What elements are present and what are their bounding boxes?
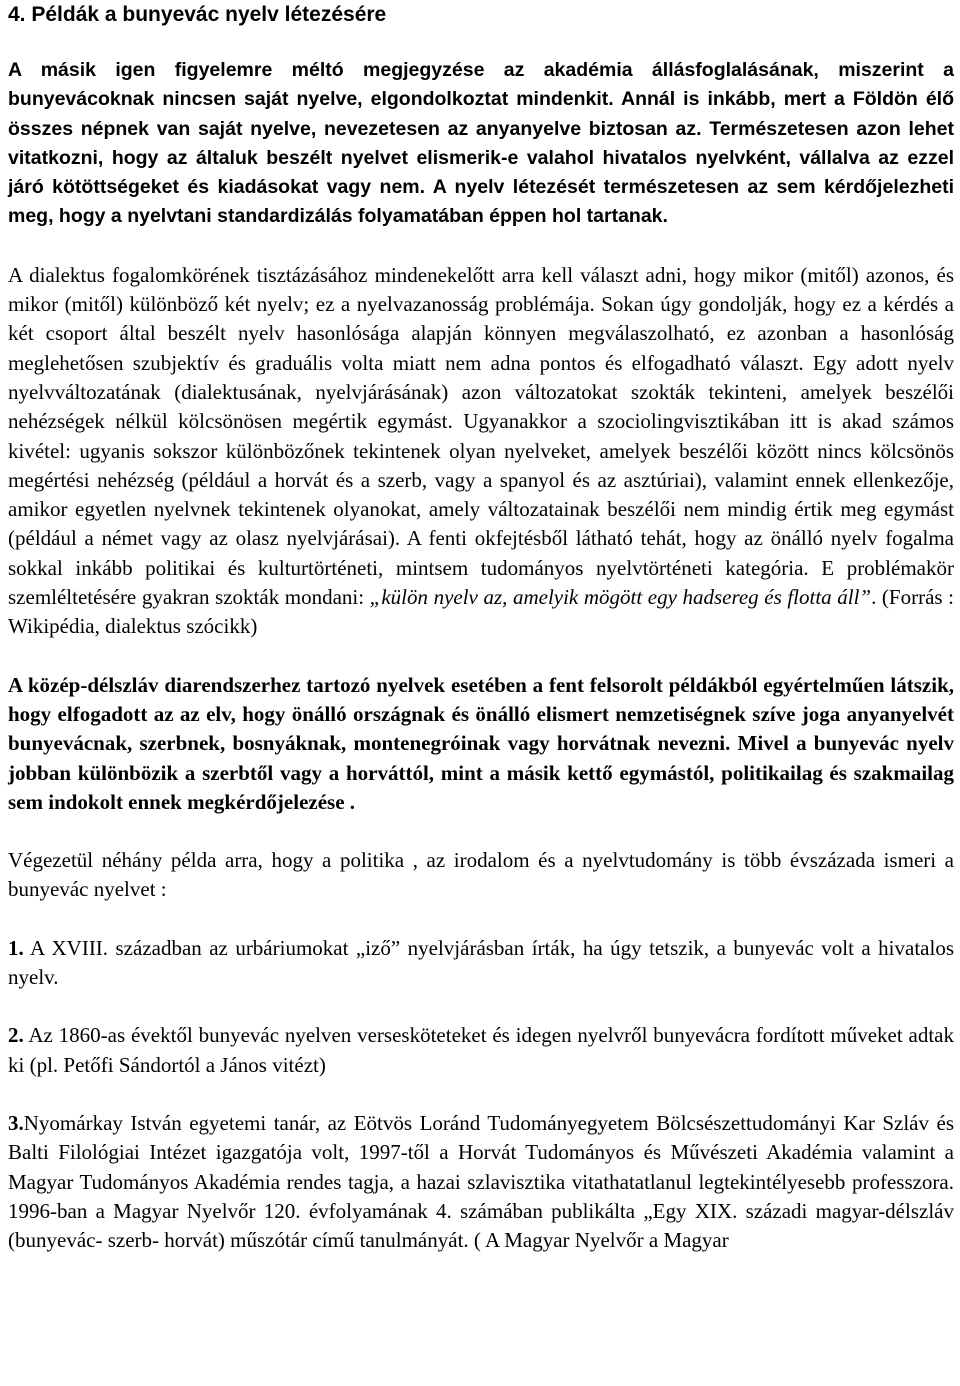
paragraph-intro-bold: A másik igen figyelemre méltó megjegyzése az akadémia állásfoglalásának, miszerint a bunyevácoknak nincsen saját nyelve, elgondolkoztat mindenkit. Annál is inkább, mert a Földön élő összes népnek van saját nyelve, nevezetesen az anyanyelve biztosan az. Természetesen azon lehet vitatkozni, hogy az általuk beszélt nyelvet elismerik-e valahol hivatalos nyelvként, vállalva az ezzel járó kötöttségeket és kiadásokat vagy nem. A nyelv létezését természetesen az sem kérdőjelezheti meg, hogy a nyelvtani standardizálás folyamatában éppen hol tartanak. — [8, 59, 954, 228]
paragraph-dialect-source: . (Forrás : Wikipédia, dialektus szócikk) — [8, 585, 954, 639]
paragraph-conclusion-bold: A közép-délszláv diarendszerhez tartozó nyelvek esetében a fent felsorolt példákból egyértelműen látszik, hogy elfogadott az az elv, hogy önálló országnak és önálló elismert nemzetiségnek szíve joga anyanyelvét bunyevácnak, szerbnek, bosnyáknak, montenegróinak vagy horvátnak nevezni. Mivel a bunyevác nyelv jobban különbözik a szerbtől vagy a horváttól, mint a másik kettő egymástól, politikailag és szakmailag sem indokolt ennek megkérdőjelezése . — [8, 672, 954, 814]
list-item-number: 2. — [8, 1023, 24, 1048]
paragraph-dialect-quote: „külön nyelv az, amelyik mögött egy hadsereg és flotta áll” — [369, 585, 872, 610]
paragraph-dialect-text: A dialektus fogalomkörének tisztázásához mindenekelőtt arra kell választ adni, hogy mikor (mitől) azonos, és mikor (mitől) különböző két nyelv; ez a nyelvazanosság problémája. Sokan úgy gondolják, hogy ez a kérdés a két csoport által beszélt nyelv hasonlósága alapján könnyen megválaszolható, ez azonban a hasonlóság meglehetősen szubjektív és graduális volta miatt nem adna pontos és elfogadható választ. Egy adott nyelv nyelvváltozatának (dialektusának, nyelvjárásának) azon változatokat szokták tekinteni, amelyek beszélői nehézségek nélkül kölcsönösen megértik egymást. Ugyanakkor a szociolingvisztikában itt is akad számos kivétel: ugyanis sokszor különbözőnek tekintenek olyan nyelveket, amelyek beszélői között nincs kölcsönös megértési nehézség (például a horvát és a szerb, vagy a spanyol és az asztúriai), valamint ennek ellenkezője, amikor egyetlen nyelvnek tekintenek olyanokat, amely változatainak beszélői nem mindig értik meg egymást (például a német vagy az olasz nyelvjárásai). A fenti okfejtésből látható tehát, hogy az önálló nyelv fogalma sokkal inkább politikai és kulturtörténeti, mintsem tudományos nyelvtörténeti kategória. E problémakör szemléltetésére gyakran szokták mondani: — [8, 262, 954, 610]
section-heading: 4. Példák a bunyevác nyelv létezésére — [8, 3, 387, 26]
list-item-number: 3. — [8, 1110, 24, 1135]
paragraph-examples-intro: Végezetül néhány példa arra, hogy a politika , az irodalom és a nyelvtudomány is több évszázada ismeri a bunyevác nyelvet : — [8, 848, 954, 902]
list-item — [8, 1021, 954, 1080]
list-item-text: A XVIII. században az urbáriumokat „iző” nyelvjárásban írták, ha úgy tetszik, a bunyevác volt a hivatalos nyelv. — [8, 935, 954, 990]
document-page — [8, 2, 954, 1284]
list-item-number: 1. — [8, 935, 24, 960]
list-item-text: Az 1860-as évektől bunyevác nyelven versesköteteket és idegen nyelvről bunyevácra fordított műveket adtak ki (pl. Petőfi Sándortól a János vitézt) — [8, 1023, 954, 1077]
list-item-text: Nyomárkay István egyetemi tanár, az Eötvös Loránd Tudományegyetem Bölcsészettudományi Kar Szláv és Balti Filológiai Intézet igazgatója volt, 1997-től a Horvát Tudományos és Művészeti Akadémia valamint a Magyar Tudományos Akadémia rendes tagja, a hazai szlavisztika vitathatatlanul legtekintélyesebb professzora. 1996-ban a Magyar Nyelvőr 120. évfolyamának 4. számában publikálta „Egy XIX. századi magyar-délszláv (bunyevác- szerb- horvát) műszótár című tanulmányát. ( A Magyar Nyelvőr a Magyar — [8, 1110, 954, 1253]
paragraph-dialect — [8, 261, 954, 642]
list-item — [8, 934, 954, 993]
list-item — [8, 1109, 954, 1255]
